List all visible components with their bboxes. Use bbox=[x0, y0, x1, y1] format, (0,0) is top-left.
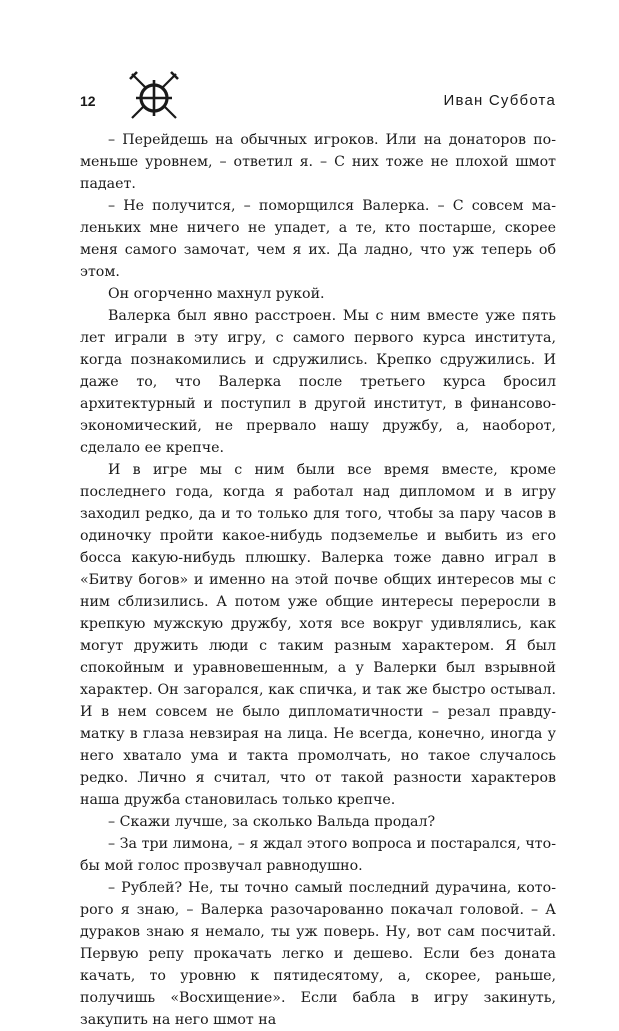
paragraph: И в игре мы с ним были все время вместе, кроме последнего года, когда я работал над дипломом и в игру заходил редко, да и то только для того, чтобы за пару часов в одиночку пройти какое-нибудь подземелье и выбить из его босса какую-нибудь плюшку. Валерка тоже давно играл в «Битву богов» и именно на этой почве общих интересов мы с ним сблизились. А потом уже общие интересы переросли в крепкую мужскую дружбу, хотя все вокруг удивлялись, как могут дружить люди с таким разным характером. Я был спокойным и уравновешенным, а у Валерки был взрывной характер. Он загорался, как спичка, и так же быстро остывал. И в нем совсем не было дипломатичности – резал правду-матку в глаза невзирая на лица. Не всегда, конечно, иногда у него хватало ума и такта промолчать, но такое случалось редко. Лично я считал, что от такой разности характеров наша дружба становилась только крепче. bbox=[80, 462, 556, 808]
paragraph: – Рублей? Не, ты точно самый последний дурачина, которого я знаю, – Валерка разочарованно покачал головой. – А дураков знаю я немало, ты уж поверь. Ну, вот сам посчитай. Первую репу прокачать легко и дешево. Если без доната качать, то уровню к пятидесятому, а, скорее, раньше, получишь «Восхищение». Если бабла в игру закинуть, закупить на него шмот на bbox=[80, 880, 556, 1028]
paragraph: – Скажи лучше, за сколько Вальда продал? bbox=[108, 814, 436, 830]
body-text bbox=[80, 129, 556, 1031]
crossed-swords-target-icon bbox=[128, 70, 180, 122]
paragraph: – Не получится, – поморщился Валерка. – С совсем маленьких мне ничего не упадет, а те, кто постарше, скорее меня самого замочат, чем я их. Да ладно, что уж теперь об этом. bbox=[80, 198, 556, 280]
paragraph: – За три лимона, – я ждал этого вопроса и постарался, чтобы мой голос прозвучал равнодушно. bbox=[80, 836, 556, 874]
running-head-author: Иван Суббота bbox=[443, 92, 556, 109]
paragraph: Валерка был явно расстроен. Мы с ним вместе уже пять лет играли в эту игру, с самого первого курса института, когда познакомились и сдружились. Крепко сдружились. И даже то, что Валерка после третьего курса бросил архитектурный и поступил в другой институт, в финансово-экономический, не прервало нашу дружбу, а, наоборот, сделало ее крепче. bbox=[80, 308, 556, 456]
page-number: 12 bbox=[80, 93, 96, 109]
paragraph: – Перейдешь на обычных игроков. Или на донаторов поменьше уровнем, – ответил я. – С них тоже не плохой шмот падает. bbox=[80, 132, 556, 192]
paragraph: Он огорченно махнул рукой. bbox=[108, 286, 325, 302]
